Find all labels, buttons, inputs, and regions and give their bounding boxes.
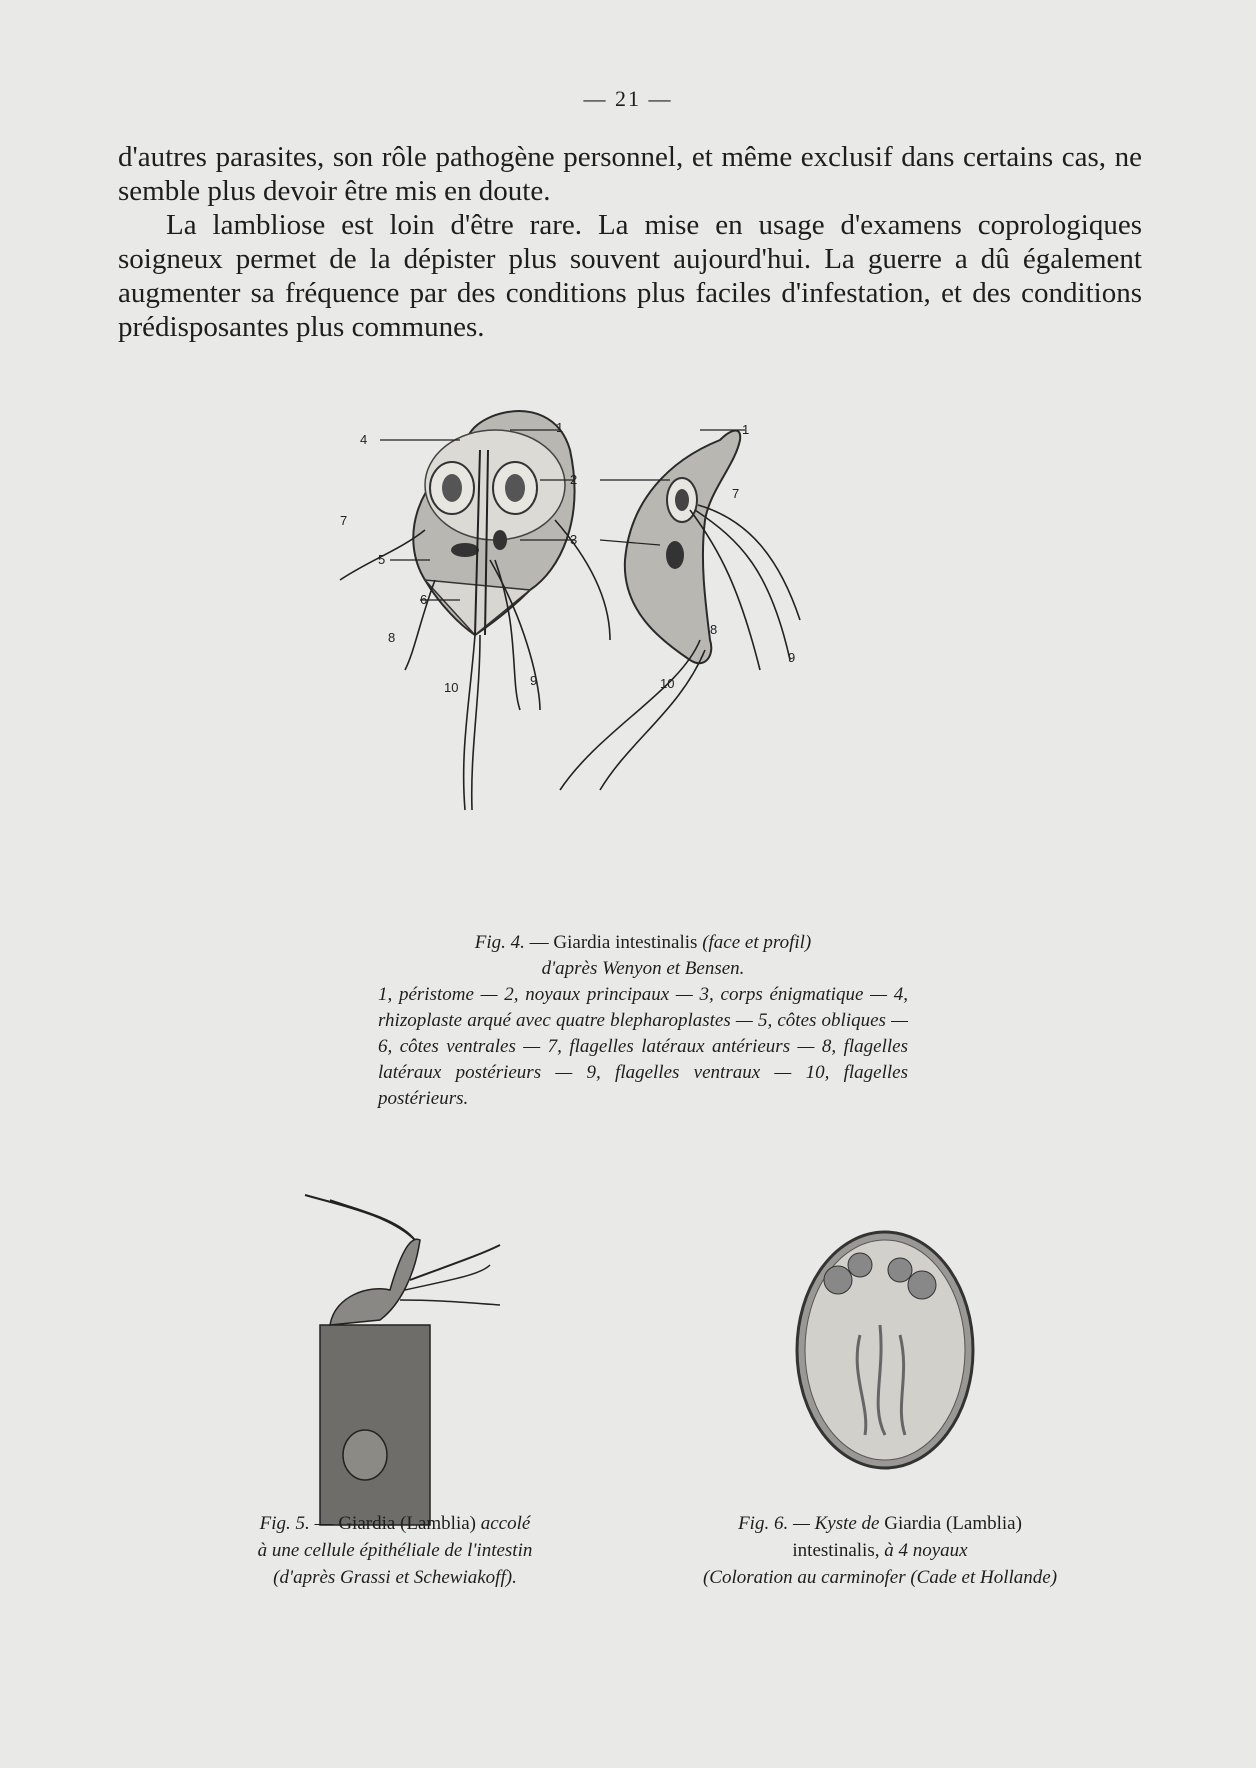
page-number: — 21 —	[583, 86, 673, 111]
figure-5-caption	[170, 1510, 620, 1591]
figure-5-desc: accolé	[476, 1513, 531, 1534]
figure-6-desc: — Kyste de	[788, 1513, 885, 1534]
face-nucleus-right-karyosome	[505, 474, 525, 502]
figure-4-source: d'après Wenyon et Bensen.	[541, 958, 745, 979]
figure-4-caption	[378, 930, 908, 1112]
figure-5-illustration	[300, 1195, 560, 1525]
figure-6-caption-line-2	[630, 1537, 1130, 1564]
figure-5-dash: —	[309, 1513, 339, 1534]
label-7a: 7	[340, 513, 348, 528]
figure-6-illustration	[790, 1225, 980, 1475]
figure-6-caption-line-1	[630, 1510, 1130, 1537]
figure-6-label: Fig. 6.	[738, 1513, 789, 1534]
figure-4-legend: 1, péristome — 2, noyaux principaux — 3, corps énigmatique — 4, rhizoplaste arqué avec quatre blepharoplastes — 5, côtes obliques — 6, côtes ventrales — 7, flagelles latéraux antérieurs — 8, flagelles latéraux postérieurs — 9, flagelles ventraux — 10, flagelles postérieurs.	[378, 984, 908, 1109]
cell-nucleus	[343, 1430, 387, 1480]
cyst-nucleus-1	[824, 1266, 852, 1294]
label-9a: 9	[530, 673, 538, 688]
figure-5-label: Fig. 5.	[259, 1513, 310, 1534]
body-text	[118, 140, 1142, 344]
label-8a: 8	[388, 630, 396, 645]
label-3: 3	[570, 532, 578, 547]
label-1a: 1	[556, 420, 564, 435]
cyst-nucleus-2	[848, 1253, 872, 1277]
figure-6-genus: Giardia (Lamblia)	[884, 1513, 1022, 1534]
label-10a: 10	[444, 680, 459, 695]
label-5: 5	[378, 552, 386, 567]
label-4: 4	[360, 432, 368, 447]
paragraph-1: d'autres parasites, son rôle pathogène personnel, et même exclusif dans certains cas, ne semble plus devoir être mis en doute.	[118, 141, 1142, 207]
figure-5-genus: Giardia (Lamblia)	[338, 1513, 476, 1534]
figure-4-title: — Giardia intestinalis	[524, 932, 703, 953]
figure-4-caption-title-line	[378, 930, 908, 956]
label-2: 2	[570, 472, 578, 487]
epithelial-cell	[320, 1325, 430, 1525]
label-1b: 1	[742, 422, 750, 437]
figure-6-caption	[630, 1510, 1130, 1591]
figure-4-illustration	[340, 410, 920, 880]
figure-5-caption-line-1	[170, 1510, 620, 1537]
figure-4-title-italic: (face et profil)	[702, 932, 812, 953]
face-nucleus-left-karyosome	[442, 474, 462, 502]
label-9b: 9	[788, 650, 796, 665]
figure-5-caption-line-2: à une cellule épithéliale de l'intestin	[257, 1540, 533, 1561]
figure-6-species: intestinalis	[792, 1540, 875, 1561]
figure-4-label: Fig. 4.	[474, 932, 525, 953]
profile-view-body	[625, 431, 740, 664]
figure-5-caption-line-3: (d'après Grassi et Schewiakoff).	[273, 1567, 517, 1588]
face-median-body	[451, 543, 479, 557]
label-6: 6	[420, 592, 428, 607]
label-8b: 8	[710, 622, 718, 637]
label-7b: 7	[732, 486, 740, 501]
cyst-nucleus-3	[888, 1258, 912, 1282]
paragraph-2: La lambliose est loin d'être rare. La mise en usage d'examens coprologiques soigneux permet de la dépister plus souvent aujourd'hui. La guerre a dû également augmenter sa fréquence par des conditions plus faciles d'infestation, et des conditions prédisposantes plus communes.	[118, 209, 1142, 343]
figure-6-caption-line-3: (Coloration au carminofer (Cade et Hollande)	[702, 1567, 1058, 1588]
giardia-attached	[330, 1239, 420, 1325]
figure-6-nuclei: , à 4 noyaux	[874, 1540, 968, 1561]
cyst-nucleus-4	[908, 1271, 936, 1299]
label-10b: 10	[660, 676, 675, 691]
